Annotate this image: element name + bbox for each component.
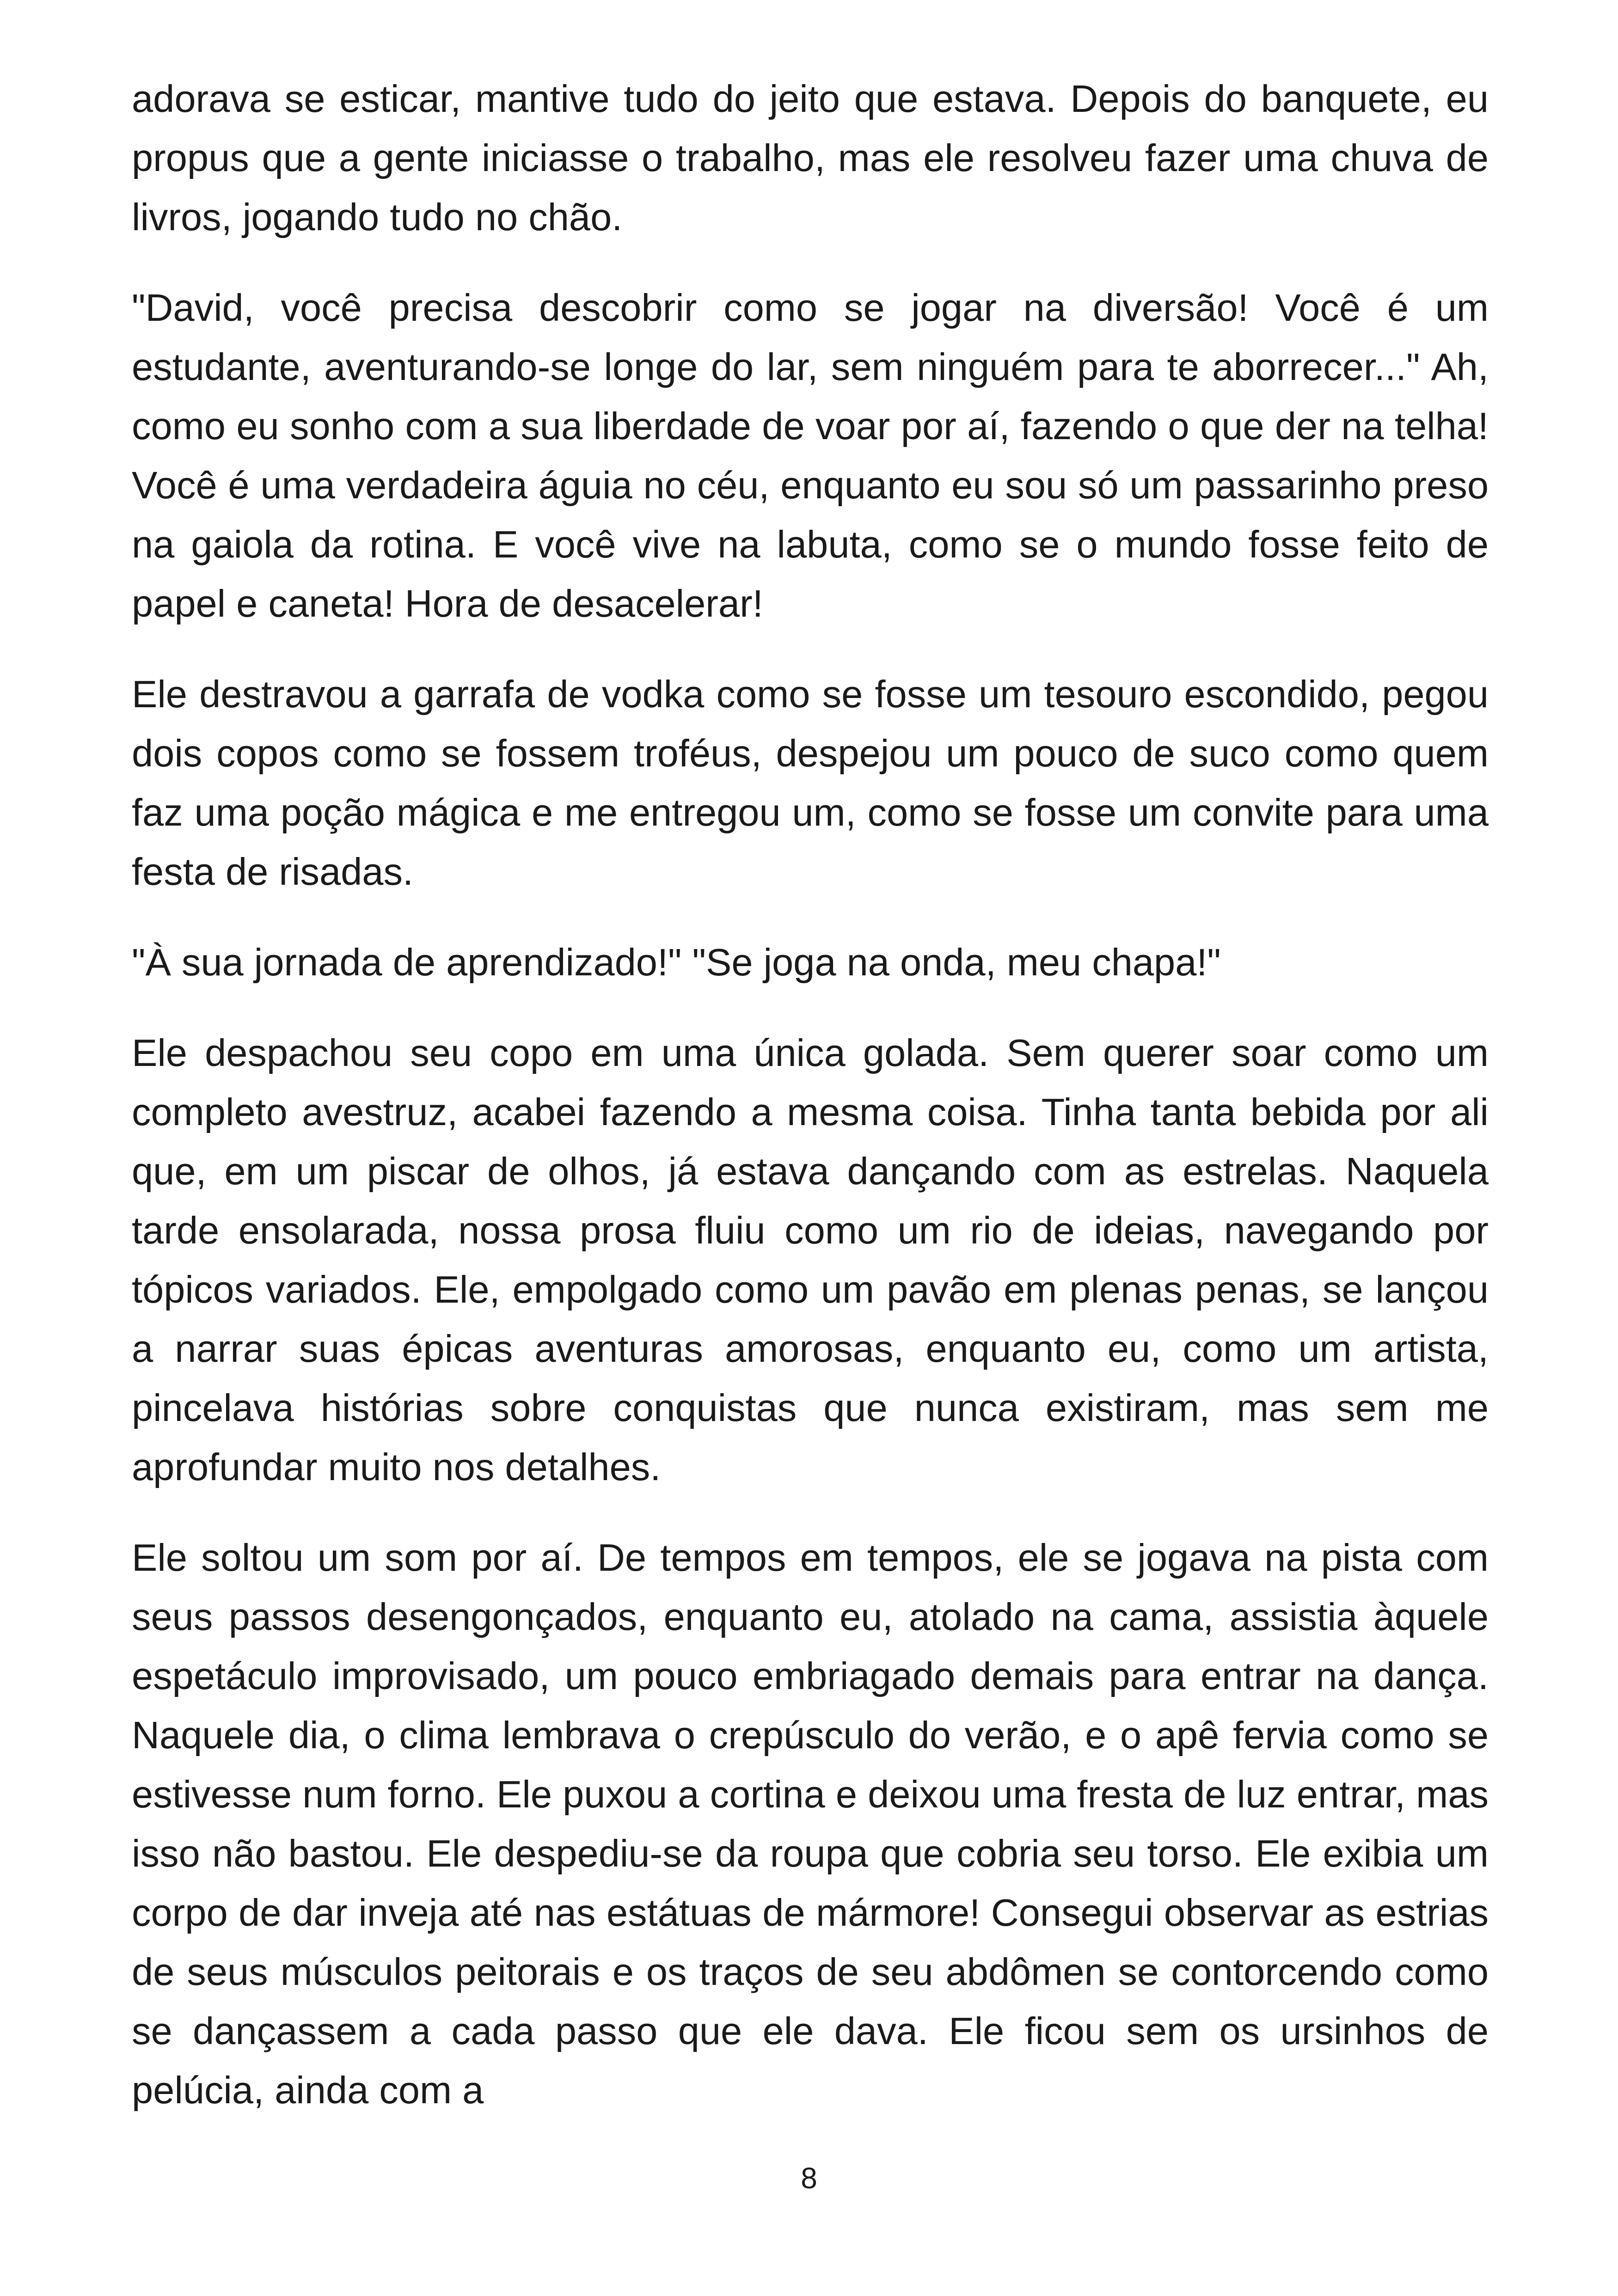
- page-number: 8: [801, 2161, 817, 2195]
- paragraph-4: "À sua jornada de aprendizado!" "Se joga na onda, meu chapa!": [132, 941, 1221, 984]
- paragraph-1: adorava se esticar, mantive tudo do jeito que estava. Depois do banquete, eu propus que a gente iniciasse o trabalho, mas ele resolveu fazer uma chuva de livros, jogando tudo no chão.: [132, 77, 1489, 239]
- body-text: [132, 69, 1489, 2120]
- paragraph-3: Ele destravou a garrafa de vodka como se fosse um tesouro escondido, pegou dois copos como se fossem troféus, despejou um pouco de suco como quem faz uma poção mágica e me entregou um, como se fosse um convite para uma festa de risadas.: [132, 673, 1489, 893]
- paragraph-6: Ele soltou um som por aí. De tempos em tempos, ele se jogava na pista com seus passos desengonçados, enquanto eu, atolado na cama, assistia àquele espetáculo improvisado, um pouco embriagado demais para entrar na dança. Naquele dia, o clima lembrava o crepúsculo do verão, e o apê fervia como se estivesse num forno. Ele puxou a cortina e deixou uma fresta de luz entrar, mas isso não bastou. Ele despediu-se da roupa que cobria seu torso. Ele exibia um corpo de dar inveja até nas estátuas de mármore! Consegui observar as estrias de seus músculos peitorais e os traços de seu abdômen se contorcendo como se dançassem a cada passo que ele dava. Ele ficou sem os ursinhos de pelúcia, ainda com a: [132, 1536, 1489, 2112]
- paragraph-2: "David, você precisa descobrir como se jogar na diversão! Você é um estudante, aventurando-se longe do lar, sem ninguém para te aborrecer..." Ah, como eu sonho com a sua liberdade de voar por aí, fazendo o que der na telha! Você é uma verdadeira águia no céu, enquanto eu sou só um passarinho preso na gaiola da rotina. E você vive na labuta, como se o mundo fosse feito de papel e caneta! Hora de desacelerar!: [132, 286, 1489, 625]
- paragraph-5: Ele despachou seu copo em uma única golada. Sem querer soar como um completo avestruz, acabei fazendo a mesma coisa. Tinha tanta bebida por ali que, em um piscar de olhos, já estava dançando com as estrelas. Naquela tarde ensolarada, nossa prosa fluiu como um rio de ideias, navegando por tópicos variados. Ele, empolgado como um pavão em plenas penas, se lançou a narrar suas épicas aventuras amorosas, enquanto eu, como um artista, pincelava histórias sobre conquistas que nunca existiram, mas sem me aprofundar muito nos detalhes.: [132, 1031, 1489, 1488]
